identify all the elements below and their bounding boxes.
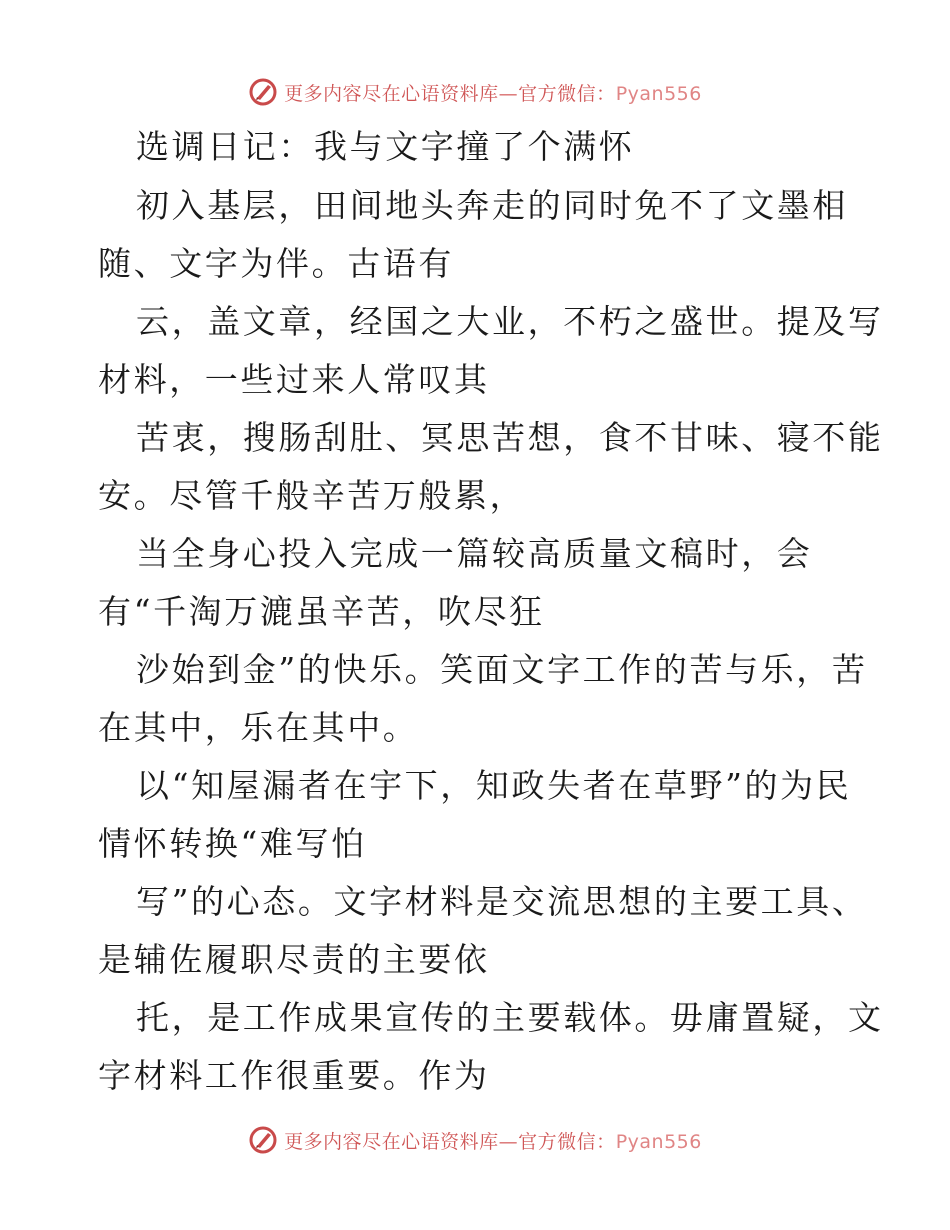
text-line: 情怀转换“难写怕 [98,824,367,863]
text-line: 是辅佐履职尽责的主要依 [98,940,490,979]
watermark-wechat-label: 官方微信： [518,1130,616,1153]
brush-logo-icon [248,1125,278,1155]
watermark-site: 更多内容尽在心语资料库 [284,1130,499,1153]
watermark-separator: — [498,82,519,105]
text-line: 有“千淘万漉虽辛苦，吹尽狂 [98,592,545,631]
text-line: 苦衷，搜肠刮肚、冥思苦想，食不甘味、寝不能 [136,418,884,457]
text-line: 材料，一些过来人常叹其 [98,360,490,399]
text-line: 写”的心态。文字材料是交流思想的主要工具、 [136,882,868,921]
watermark-wechat-label: 官方微信： [518,82,616,105]
text-line: 云，盖文章，经国之大业，不朽之盛世。提及写 [136,302,884,341]
watermark-text [284,1127,702,1154]
watermark-wechat-id: Pyan556 [615,1130,702,1153]
text-line: 沙始到金”的快乐。笑面文字工作的苦与乐，苦 [136,650,868,689]
text-line: 当全身心投入完成一篇较高质量文稿时，会 [136,534,813,573]
text-line: 初入基层，田间地头奔走的同时免不了文墨相 [136,186,848,225]
watermark-wechat-id: Pyan556 [615,82,702,105]
document-title: 选调日记：我与文字撞了个满怀 [136,127,635,166]
text-line: 字材料工作很重要。作为 [98,1056,490,1095]
text-line: 安。尽管千般辛苦万般累， [98,476,526,515]
text-line: 在其中，乐在其中。 [98,708,419,747]
footer-watermark [0,1120,950,1160]
text-line: 随、文字为伴。古语有 [98,244,454,283]
watermark-site: 更多内容尽在心语资料库 [284,82,499,105]
text-line: 以“知屋漏者在宇下，知政失者在草野”的为民 [136,766,852,805]
watermark-separator: — [498,1130,519,1153]
text-line: 托，是工作成果宣传的主要载体。毋庸置疑，文 [136,998,884,1037]
